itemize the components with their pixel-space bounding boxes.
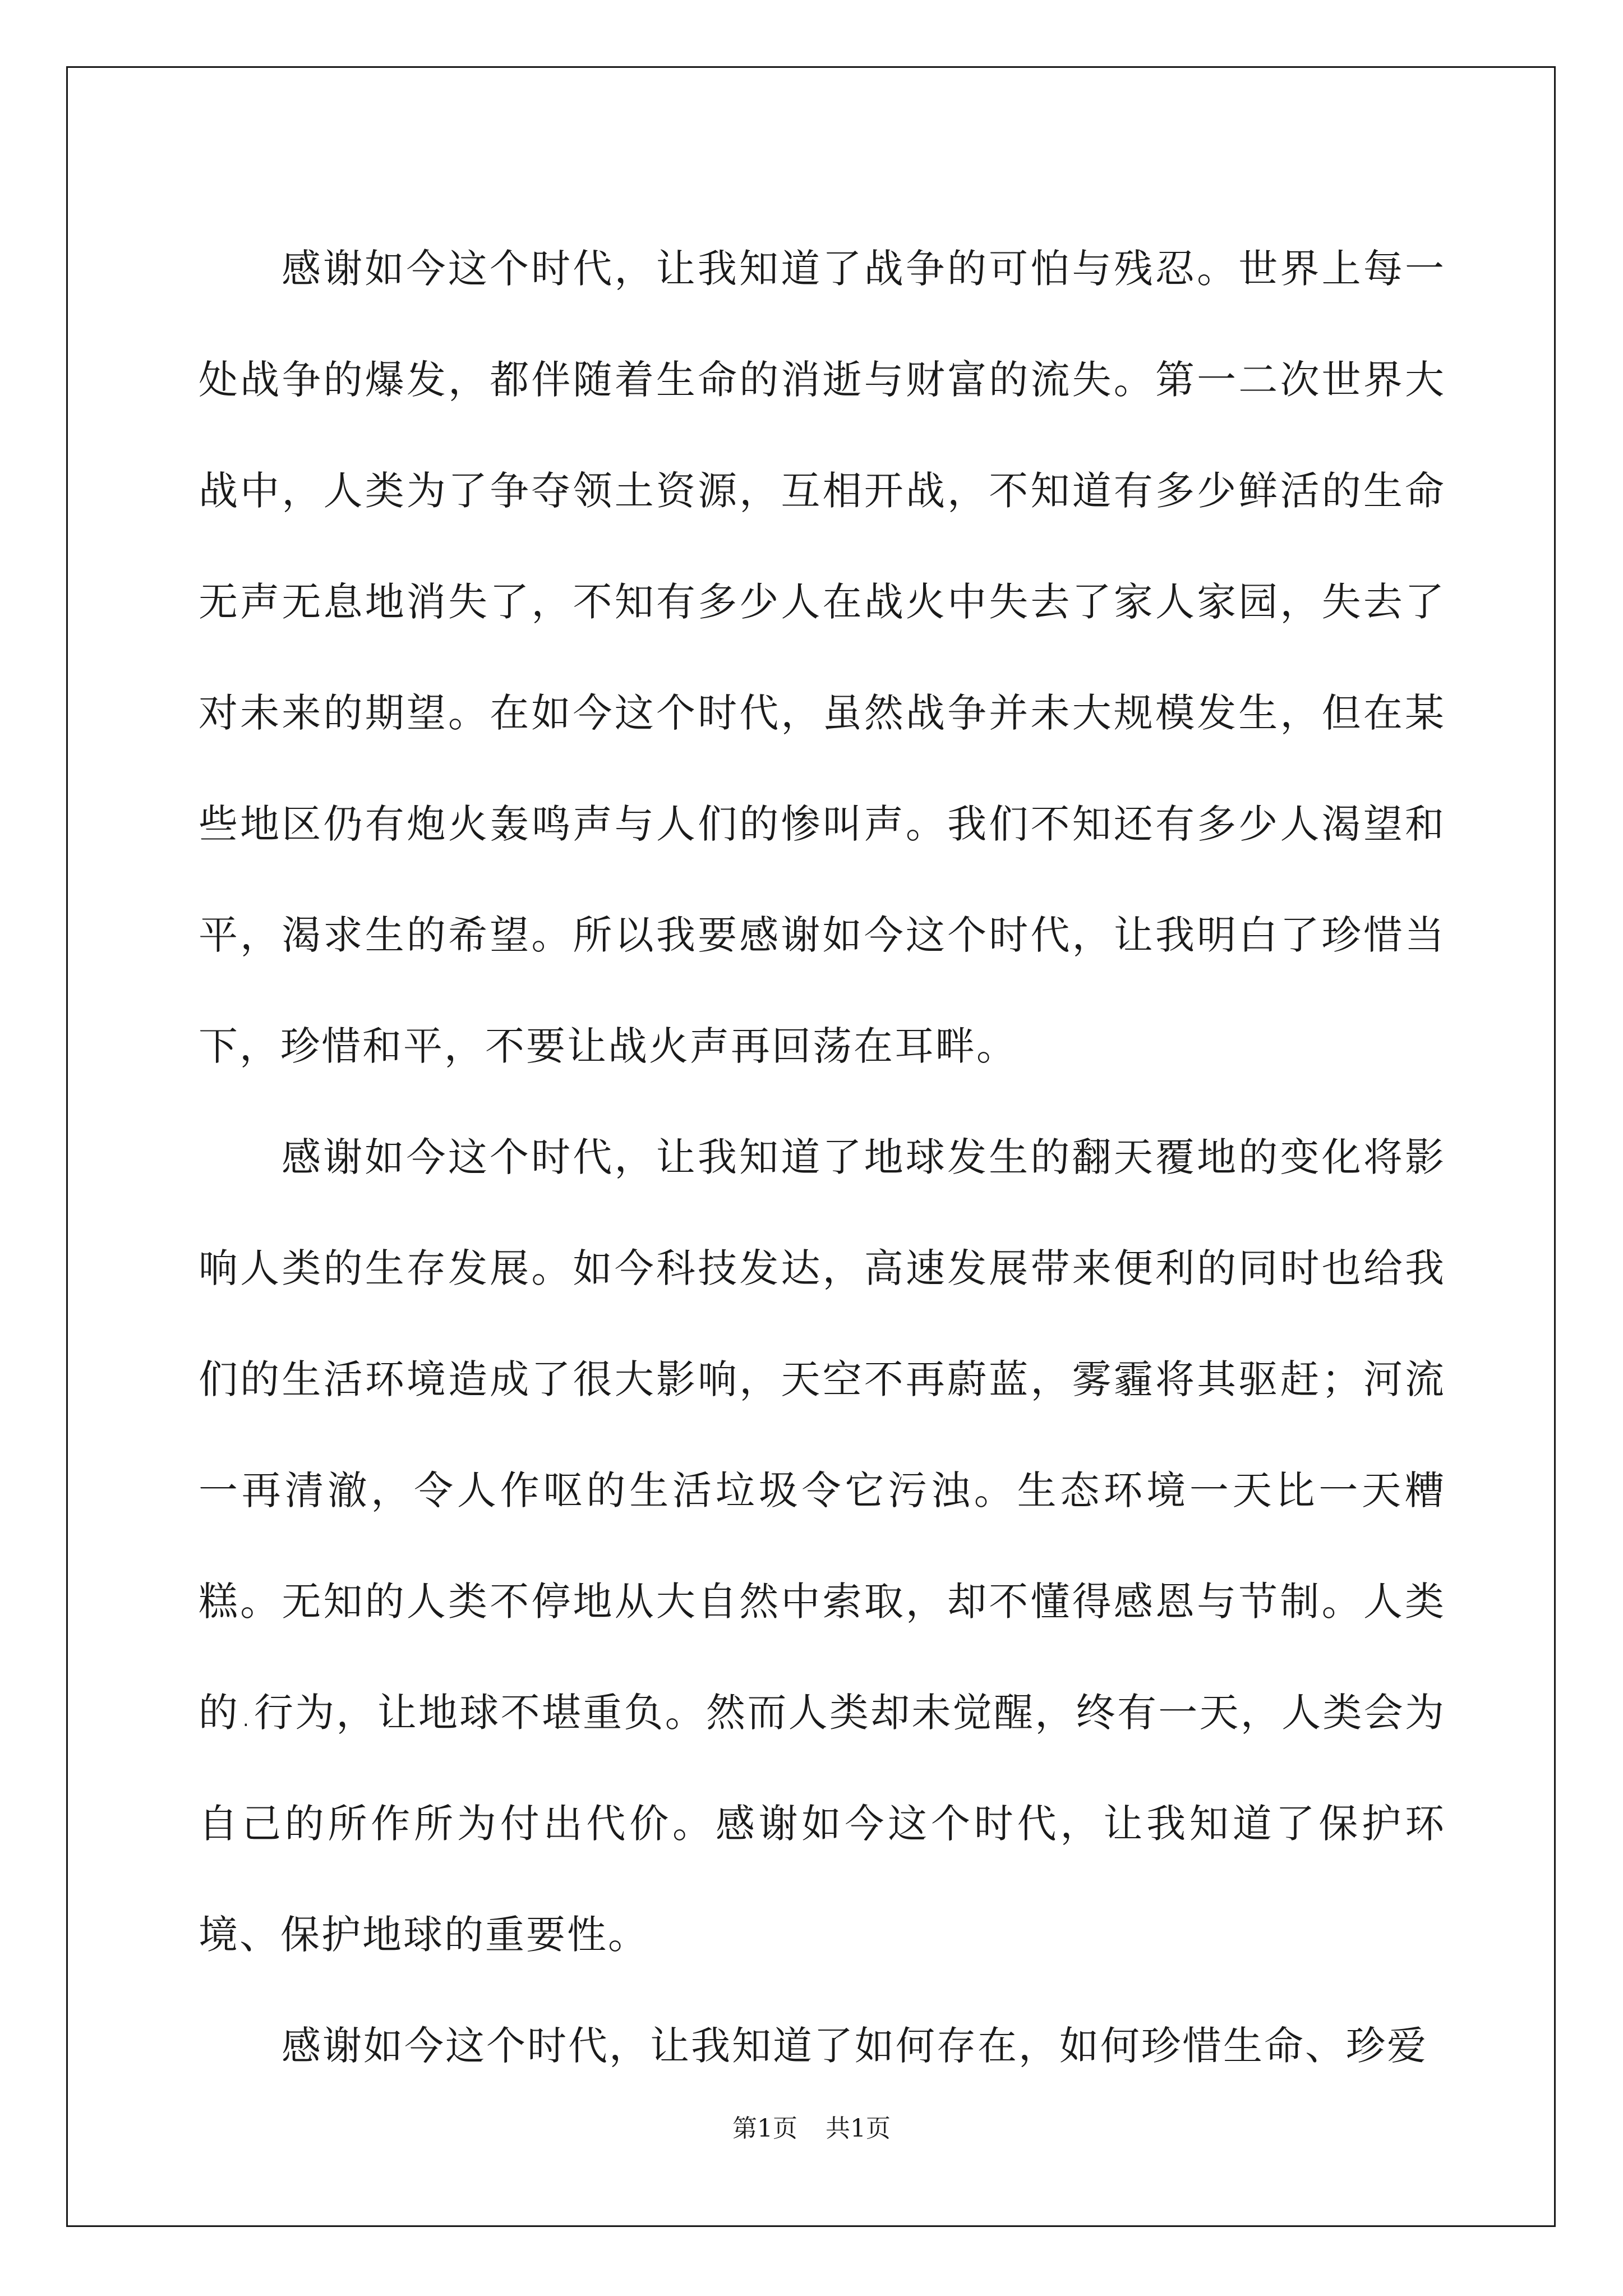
page-number-current: 第1页 bbox=[732, 2114, 797, 2143]
page-number-total: 共1页 bbox=[826, 2114, 891, 2143]
page-footer bbox=[0, 2108, 1623, 2144]
paragraph-life: 感谢如今这个时代，让我知道了如何存在，如何珍惜生命、珍爱 bbox=[282, 2023, 1428, 2069]
document-body bbox=[199, 213, 1446, 2101]
paragraph-environment: 感谢如今这个时代，让我知道了地球发生的翻天覆地的变化将影响人类的生存发展。如今科技发达，高速发展带来便利的同时也给我们的生活环境造成了很大影响，天空不再蔚蓝，雾霾将其驱赶；河流一再清澈，令人作呕的生活垃圾令它污浊。生态环境一天比一天糟糕。无知的人类不停地从大自然中索取，却不懂得感恩与节制。人类的.行为，让地球不堪重负。然而人类却未觉醒，终有一天，人类会为自己的所作所为付出代价。感谢如今这个时代，让我知道了保护环境、保护地球的重要性。 bbox=[199, 1134, 1446, 1958]
paragraph-war: 感谢如今这个时代，让我知道了战争的可怕与残忍。世界上每一处战争的爆发，都伴随着生命的消逝与财富的流失。第一二次世界大战中，人类为了争夺领土资源，互相开战，不知道有多少鲜活的生命无声无息地消失了，不知有多少人在战火中失去了家人家园，失去了对未来的期望。在如今这个时代，虽然战争并未大规模发生，但在某些地区仍有炮火轰鸣声与人们的惨叫声。我们不知还有多少人渴望和平，渴求生的希望。所以我要感谢如今这个时代，让我明白了珍惜当下，珍惜和平，不要让战火声再回荡在耳畔。 bbox=[199, 246, 1446, 1069]
